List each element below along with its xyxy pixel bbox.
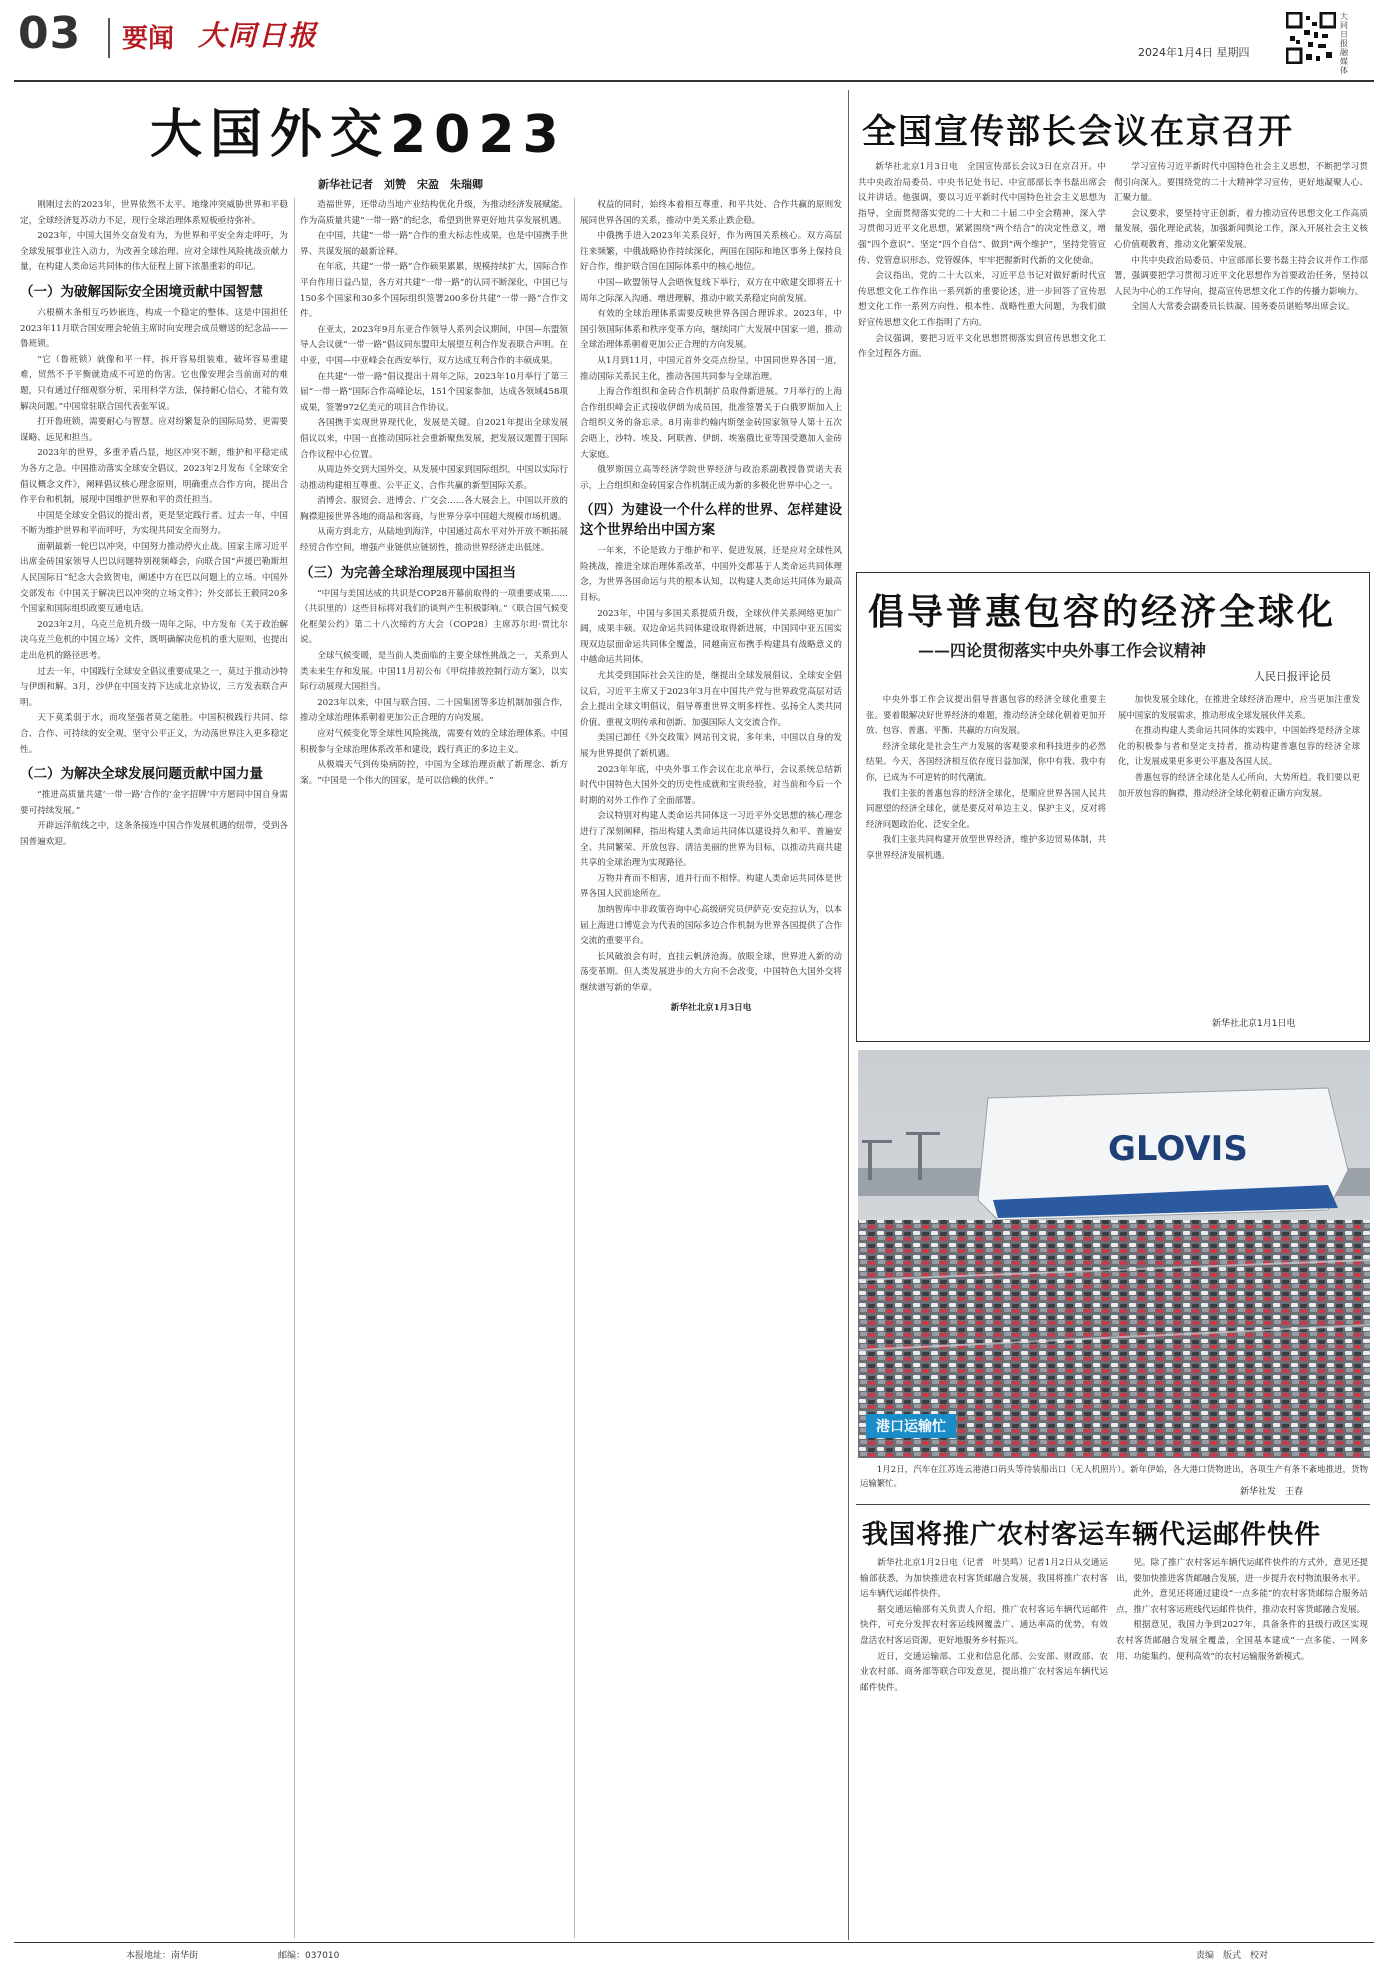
lead-c1-p10: “推进高质量共建‘一带一路’合作的‘金字招牌’中方愿同中国自身需要可持续发展。”	[20, 790, 288, 816]
lead-subhead-3: （三）为完善全球治理展现中国担当	[300, 564, 516, 581]
header-rule	[14, 80, 1374, 82]
lead-c1-p8: 过去一年，中国践行全球安全倡议重要成果之一，莫过于推动沙特与伊朗和解。3月，沙伊在中国支持下达成北京协议，三方发表联合声明。	[20, 666, 288, 708]
lead-c3-p7: 俄罗斯国立高等经济学院世界经济与政治系副教授鲁贾诺夫表示，上合组织和金砖国家合作机制正成为新的多极化世界中心之一。	[580, 465, 842, 491]
lead-c3-p13: 会议特别对构建人类命运共同体这一习近平外交思想的核心理念进行了深刻阐释，指出构建人类命运共同体以建设持久和平、普遍安全、共同繁荣、开放包容、清洁美丽的世界为目标，以推动共商共建共享的全球治理为实现路径。	[580, 811, 842, 869]
rural-p4: 见。除了推广农村客运车辆代运邮件快件的方式外，意见还提出，要加快推进客货邮融合发展，进一步提升农村物流服务水平。	[1116, 1558, 1368, 1584]
lead-subhead-1: （一）为破解国际安全困境贡献中国智慧	[20, 283, 263, 300]
lead-c2-p1: 造福世界，还带动当地产业结构优化升级，为推动经济发展赋能。作为高质量共建“一带一路”的纪念，希望到世界更好地共享发展机遇。	[300, 200, 568, 226]
lead-c3-p11: 美国已卸任《外交政策》网站刊文说，多年来，中国以自身的发展为世界提供了新机遇。	[580, 733, 842, 759]
lead-c3-p2: 中俄携手进入2023年关系良好，作为两国关系核心。双方高层往来频繁，中俄战略协作持续深化，两国在国际和地区事务上保持良好合作，维护联合国在国际体系中的核心地位。	[580, 231, 842, 273]
editorial-p4: 我们主张共同构建开放型世界经济，维护多边贸易体制，共享世界经济发展机遇。	[866, 834, 1106, 860]
lead-c3-p14: 万物并育而不相害，道并行而不相悖。构建人类命运共同体是世界各国人民前途所在。	[580, 873, 842, 900]
rural-column-1	[860, 1556, 1108, 1936]
section-divider-vertical	[848, 90, 849, 1940]
ship-text: GLOVIS	[1108, 1129, 1248, 1169]
footer-rule	[14, 1942, 1374, 1943]
issue-date: 2024年1月4日 星期四	[1138, 46, 1250, 59]
lead-c2-p7: 从周边外交到大国外交，从发展中国家到国际组织，中国以实际行动推动构建相互尊重、公平正义、合作共赢的新型国际关系。	[300, 465, 568, 491]
lead-column-2	[300, 198, 568, 1938]
photo-label: 港口运输忙	[866, 1414, 956, 1438]
qr-code[interactable]	[1286, 12, 1336, 64]
qr-label: 大同日报融媒体	[1340, 12, 1348, 75]
meeting-p6: 中共中央政治局委员、中宣部部长要书磊主持会议并作工作部署，强调要把学习贯彻习近平文化思想作为首要政治任务，坚持以人民为中心的工作导向，提高宣传思想文化工作的传播力影响力。	[1114, 255, 1368, 297]
lead-byline: 新华社记者 刘赞 宋盈 朱瑞卿	[318, 178, 483, 191]
section-divider	[108, 18, 110, 58]
column-divider	[294, 198, 295, 1938]
editorial-p5: 加快发展全球化，在推进全球经济治理中，应当更加注重发展中国家的发展需求，推动形成全球发展伙伴关系。	[1118, 694, 1360, 720]
lead-c2-p3: 在年底，共建“一带一路”合作硕果累累，规模持续扩大，国际合作平台作用日益凸显，各方对共建“一带一路”的认同不断深化，中国已与150多个国家和30多个国际组织签署200多份共建“一带一路”合作文件。	[300, 262, 568, 320]
footer-address: 本报地址：南华街	[126, 1951, 199, 1961]
editorial-subtitle: ——四论贯彻落实中央外事工作会议精神	[918, 641, 1207, 660]
rural-title: 我国将推广农村客运车辆代运邮件快件	[862, 1520, 1322, 1550]
editorial-p3: 我们主张的普惠包容的经济全球化，是顺应世界各国人民共同愿望的经济全球化，就是要反对单边主义、保护主义，反对将经济问题政治化、泛安全化。	[866, 787, 1106, 829]
meeting-p3: 会议强调，要把习近平文化思想贯彻落实到宣传思想文化工作全过程各方面。	[858, 333, 1106, 360]
editorial-byline: 人民日报评论员	[1254, 670, 1331, 683]
lead-c3-p3: 中国—欧盟领导人会晤恢复线下举行，双方在中欧建交即将五十周年之际深入沟通、增进理解，推动中欧关系稳定向前发展。	[580, 277, 842, 304]
rural-p3: 近日，交通运输部、工业和信息化部、公安部、财政部、农业农村部、商务部等联合印发意见，提出推广农村客运车辆代运邮件快件。	[860, 1651, 1108, 1693]
section-name: 要闻	[122, 24, 175, 54]
lead-c3-p16: 长风破浪会有时，直挂云帆济沧海。放眼全球，世界进入新的动荡变革期。但人类发展进步的大方向不会改变，中国特色大国外交将继续谱写新的华章。	[580, 951, 842, 993]
lead-c3-p6: 上海合作组织和金砖合作机制扩员取得新进展。7月举行的上海合作组织峰会正式接收伊朗为成员国，批准签署关于白俄罗斯加入上合组织义务的备忘录。8月南非约翰内斯堡金砖国家领导人第十五次会晤上，沙特、埃及、阿联酋、伊朗、埃塞俄比亚等国受邀加入金砖大家庭。	[580, 387, 842, 460]
lead-c1-p7: 2023年2月，乌克兰危机升级一周年之际，中方发布《关于政治解决乌克兰危机的中国立场》文件，既明确解决危机的重大原则，也提出走出危机的路径思考。	[20, 619, 288, 662]
lead-column-1	[20, 198, 288, 1938]
newspaper-logo: 大同日报	[198, 19, 319, 52]
rural-p5: 此外，意见还将通过建设“一点多能”的农村客货邮综合服务站点，推广农村客运班线代运邮件快件，推动农村客货邮融合发展。	[1116, 1589, 1368, 1615]
lead-c2-p4: 在亚太，2023年9月东亚合作领导人系列会议期间，中国—东盟领导人会议就“一带一路”倡议同东盟印太展望互利合作发表联合声明。在中亚，中国—中亚峰会在西安举行，双方达成互利合作的丰硕成果。	[300, 324, 568, 366]
lead-c2-p6: 各国携手实现世界现代化，发展是关键。自2021年提出全球发展倡议以来，中国一直推动国际社会重新聚焦发展，把发展议题置于国际合作议程中心位置。	[300, 418, 568, 460]
lead-subhead-2: （二）为解决全球发展问题贡献中国力量	[20, 766, 263, 783]
meeting-column-1	[858, 160, 1106, 560]
lead-c1-p5: 中国是全球安全倡议的提出者，更是坚定践行者。过去一年，中国不断为维护世界和平而呼吁，为实现共同安全而努力。	[20, 510, 288, 537]
meeting-p2: 会议指出，党的二十大以来，习近平总书记对做好新时代宣传思想文化工作作出一系列新的重要论述，进一步回答了宣传思想文化工作一系列方向性、根本性、战略性重大问题，为我们做好宣传思想文化工作指明了方向。	[858, 271, 1106, 328]
photo-rule	[856, 1504, 1370, 1505]
lead-c3-p10: 尤其受到国际社会关注的是，继提出全球发展倡议、全球安全倡议后，习近平主席又于2023年3月在中国共产党与世界政党高层对话会上提出全球文明倡议，倡导尊重世界文明多样性、弘扬全人类共同价值、重视文明传承和创新、加强国际人文交流合作。	[580, 671, 842, 728]
masthead	[0, 0, 1388, 80]
lead-credit: 新华社北京1月3日电	[670, 1002, 752, 1013]
meeting-title: 全国宣传部长会议在京召开	[862, 112, 1294, 152]
lead-c1-p4: 2023年的世界，多重矛盾凸显，地区冲突不断，维护和平稳定成为各方之急。中国推动落实全球安全倡议，2023年2月发布《全球安全倡议概念文件》，阐释倡议核心理念原则，明确重点合作方向，提出合作平台和机制，展现中国维护世界和平的责任担当。	[20, 448, 288, 506]
column-divider	[574, 198, 575, 1938]
lead-c1-p1: 六根横木条相互巧妙嵌连，构成一个稳定的整体。这是中国担任2023年11月联合国安理会轮值主席时向安理会成员赠送的纪念品——鲁班锁。	[20, 307, 288, 350]
editorial-column-1	[866, 692, 1106, 1032]
lead-c1-p6: 面朝最新一轮巴以冲突，中国努力推动停火止战。国家主席习近平出席金砖国家领导人巴以问题特别视频峰会，向联合国“声援巴勒斯坦人民国际日”纪念大会致贺电，阐述中方在巴以问题上的立场。中国外交部发布《中国关于解决巴以冲突的立场文件》；外交部长王毅同20多个国家和国际组织政要互通电话。	[20, 541, 288, 615]
lead-c2-p12: 2023年以来，中国与联合国、二十国集团等多边机制加强合作，推动全球治理体系朝着更加公正合理的方向发展。	[300, 697, 568, 724]
editorial-p2: 经济全球化是社会生产力发展的客观要求和科技进步的必然结果。今天，各国经济相互依存度日益加深，你中有我、我中有你，已成为不可逆转的时代潮流。	[866, 740, 1106, 782]
rural-p6: 根据意见，我国力争到2027年，具备条件的县级行政区实现农村客货邮融合发展全覆盖，全国基本建成“一点多能、一网多用、功能集约、便利高效”的农村运输服务新模式。	[1116, 1620, 1368, 1662]
lead-c2-p8: 消博会、服贸会、进博会、广交会……各大展会上，中国以开放的胸襟迎接世界各地的商品和客商，与世界分享中国超大规模市场机遇。	[300, 496, 568, 522]
rural-p2: 据交通运输部有关负责人介绍，推广农村客运车辆代运邮件快件，可充分发挥农村客运线网覆盖广、通达率高的优势，有效盘活农村客运资源，更好地服务乡村振兴。	[860, 1604, 1108, 1646]
lead-c1-p9: 天下莫柔弱于水，而攻坚强者莫之能胜。中国积极践行共同、综合、合作、可持续的安全观，坚守公平正义，为动荡世界注入更多稳定性。	[20, 713, 288, 755]
lead-intro-p1: 刚刚过去的2023年，世界依然不太平。地缘冲突威胁世界和平稳定，全球经济复苏动力不足，现行全球治理体系短板亟待弥补。	[20, 200, 288, 226]
lead-c2-p2: 在中国，共建“一带一路”合作的重大标志性成果，也是中国携手世界、共谋发展的最新诠释。	[300, 231, 568, 257]
lead-c1-p3: 打开鲁班锁，需要耐心与智慧。应对纷繁复杂的国际局势，更需要谋略、远见和担当。	[20, 417, 288, 443]
lead-c2-p5: 在共建“一带一路”倡议提出十周年之际，2023年10月举行了第三届“一带一路”国际合作高峰论坛，151个国家参加，达成各领域458项成果，签署972亿美元的项目合作协议。	[300, 371, 568, 413]
rural-p1: 新华社北京1月2日电（记者 叶昊鸣）记者1月2日从交通运输部获悉，为加快推进农村客货邮融合发展，我国将推广农村客运车辆代运邮件快件。	[860, 1558, 1108, 1600]
editorial-credit: 新华社北京1月1日电	[1212, 1019, 1296, 1029]
editorial-p6: 在推动构建人类命运共同体的实践中，中国始终是经济全球化的积极参与者和坚定支持者，推动构建普惠包容的经济全球化，让发展成果更多更公平惠及各国人民。	[1118, 725, 1360, 767]
meeting-p1: 新华社北京1月3日电 全国宣传部长会议3日在京召开。中共中央政治局委员、中央书记处书记、中宣部部长李书磊出席会议并讲话。他强调，要以习近平新时代中国特色社会主义思想为指导，全面贯彻落实党的二十大和二十届二中全会精神，深入学习贯彻习近平文化思想，紧紧围绕“两个结合”的决定性意义，增强“四个意识”、坚定“四个自信”、做到“两个维护”，坚持党管宣传、党管意识形态、党管媒体，牢牢把握新时代新的文化使命。	[858, 162, 1106, 266]
lead-c3-p15: 加纳智库中非政策咨询中心高级研究员伊萨克·安克拉认为，以本届上海进口博览会为代表的国际多边合作机制为世界各国提供了合作交流的重要平台。	[580, 904, 842, 947]
lead-c3-p4: 有效的全球治理体系需要反映世界各国合理诉求。2023年，中国引领国际体系和秩序变革方向，继续同广大发展中国家一道，推动全球治理体系朝着更加公正合理的方向发展。	[580, 309, 842, 351]
lead-column-3	[580, 198, 842, 1938]
lead-c2-p11: 全球气候变暖，是当前人类面临的主要全球性挑战之一，关系到人类未来生存和发展。中国11月初公布《甲烷排放控制行动方案》，以实际行动展现大国担当。	[300, 651, 568, 693]
lead-c3-p5: 从1月到11月，中国元首外交亮点纷呈，中国同世界各国一道，推动国际关系民主化，推动各国共同参与全球治理。	[580, 355, 842, 382]
lead-c1-p11: 开辟远洋航线之中，这条条接连中国合作发展机遇的纽带，受到各国普遍欢迎。	[20, 821, 288, 847]
port-photo	[858, 1050, 1370, 1458]
editorial-column-2	[1118, 692, 1360, 1012]
meeting-p4: 学习宣传习近平新时代中国特色社会主义思想，不断把学习贯彻引向深入。要围绕党的二十大精神学习宣传，更好地凝聚人心、汇聚力量。	[1114, 162, 1368, 204]
photo-credit: 新华社发 王春	[1240, 1487, 1304, 1497]
lead-c2-p14: 从极端天气到传染病防控，中国为全球治理贡献了新理念、新方案。“中国是一个伟大的国家，是可以信赖的伙伴。”	[300, 760, 568, 786]
meeting-p5: 会议要求，要坚持守正创新，着力推动宣传思想文化工作高质量发展，强化理论武装，加强新闻舆论工作，深入开展社会主义核心价值观教育，推动文化繁荣发展。	[1114, 208, 1368, 250]
lead-subhead-4: （四）为建设一个什么样的世界、怎样建设这个世界给出中国方案	[580, 502, 842, 539]
lead-title: 大国外交2023	[150, 105, 567, 165]
lead-c3-p8: 一年来，不论是致力于维护和平、促进发展，还是应对全球性风险挑战，推进全球治理体系改革，中国外交都基于人类命运共同体理念，为世界各国命运与共的根本认知，以构建人类命运共同体为最高目标。	[580, 546, 842, 604]
editorial-title: 倡导普惠包容的经济全球化	[868, 592, 1337, 633]
lead-c3-p1: 权益的同时，始终本着相互尊重、和平共处、合作共赢的原则发展同世界各国的关系，推动中美关系止跌企稳。	[580, 200, 842, 226]
rural-column-2	[1116, 1556, 1368, 1936]
footer-editors: 责编 版式 校对	[1196, 1951, 1269, 1961]
lead-c2-p9: 从南方到北方，从陆地到海洋，中国通过高水平对外开放不断拓展经贸合作空间，增强产业链供应链韧性，推动世界经济走出低迷。	[300, 527, 568, 554]
lead-c3-p9: 2023年，中国与多国关系提质升级，全球伙伴关系网络更加广阔，成果丰硕。双边命运共同体建设取得新进展，中国同中亚五国实现双边层面命运共同体全覆盖，同越南宣布携手构建具有战略意义的中越命运共同体。	[580, 608, 842, 666]
lead-c2-p13: 应对气候变化等全球性风险挑战，需要有效的全球治理体系。中国积极参与全球治理体系改革和建设，践行真正的多边主义。	[300, 729, 568, 755]
lead-intro-p2: 2023年，中国大国外交奋发有为，为世界和平安全奔走呼吁，为全球发展事业注入动力，为改善全球治理、应对全球性风险挑战贡献力量，在构建人类命运共同体的伟大征程上留下浓墨重彩的印记。	[20, 231, 288, 273]
meeting-p7: 全国人大常委会副委员长铁凝、国务委员谌贻琴出席会议。	[1131, 302, 1355, 313]
lead-c3-p12: 2023年年底，中央外事工作会议在北京举行，会议系统总结新时代中国特色大国外交的历史性成就和宝贵经验，对当前和今后一个时期的对外工作作了全面部署。	[580, 764, 842, 806]
lead-c2-p10: “中国与美国达成的共识是COP28开幕前取得的一项重要成果……（共识里的）这些目标将对我们的谈判产生积极影响。”《联合国气候变化框架公约》第二十八次缔约方大会（COP28）主席苏尔坦·贾比尔说。	[300, 588, 568, 646]
footer-postcode: 邮编：037010	[278, 1951, 340, 1961]
meeting-column-2	[1114, 160, 1368, 560]
lead-c1-p2: “它（鲁班锁）就像和平一样，拆开容易组装难，破坏容易重建难，贸然不予平衡就造成不可逆的伤害。它也像安理会当前面对的难题，只有通过仔细观察分析，采用科学方法，保持耐心信心，才能有效解决问题。”中国常驻联合国代表张军说。	[20, 354, 288, 412]
photo-caption-text: 1月2日，汽车在江苏连云港港口码头等待装船出口（无人机照片）。新年伊始，各大港口货物进出，各项生产有条不紊地推进，货物运输繁忙。	[860, 1464, 1368, 1488]
editorial-p1: 中央外事工作会议提出倡导普惠包容的经济全球化重要主张。要着眼解决好世界经济的难题，推动经济全球化朝着更加开放、包容、普惠、平衡、共赢的方向发展。	[866, 694, 1106, 736]
page-number: 03	[18, 8, 82, 59]
editorial-p7: 普惠包容的经济全球化是人心所向，大势所趋。我们要以更加开放包容的胸襟，推动经济全球化朝着正确方向发展。	[1118, 771, 1360, 798]
